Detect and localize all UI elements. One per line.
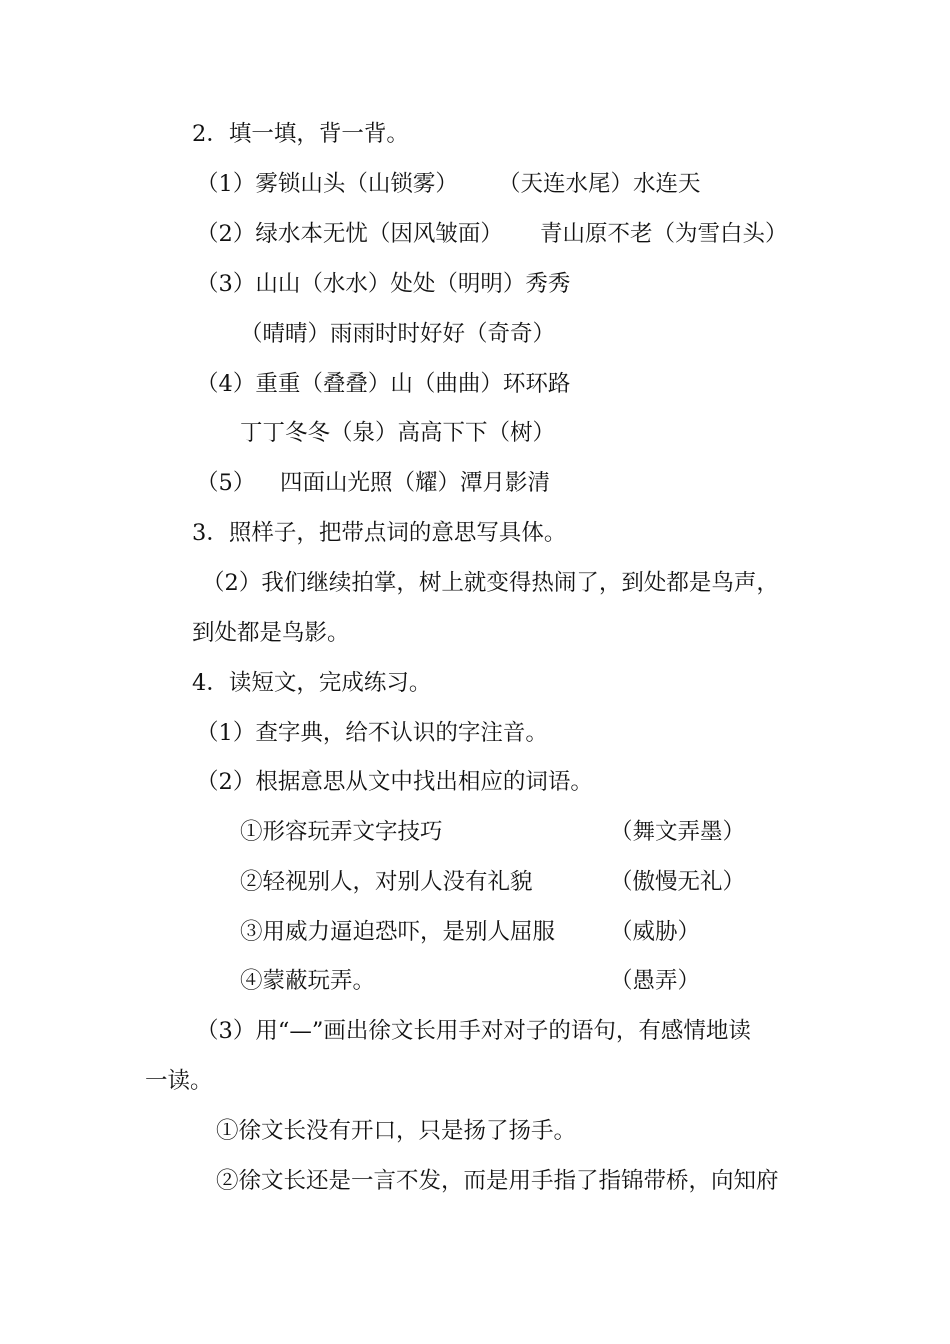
vocab-word: （威胁） (610, 919, 701, 945)
q4-1: （1）查字典，给不认识的字注音。 (196, 720, 548, 746)
vocab-row (240, 917, 555, 947)
q4-heading: 4．读短文，完成练习。 (192, 670, 432, 696)
q2-4-line2: 丁丁冬冬（泉）高高下下（树） (240, 420, 556, 446)
vocab-word: （傲慢无礼） (610, 869, 746, 895)
q2-5-text: 四面山光照（耀）潭月影清 (280, 470, 551, 496)
vocab-meaning: ④蒙蔽玩弄。 (240, 968, 376, 994)
q3-heading: 3．照样子，把带点词的意思写具体。 (192, 520, 567, 546)
vocab-row (240, 867, 533, 897)
q2-4-line1: （4）重重（叠叠）山（曲曲）环环路 (196, 371, 571, 397)
q2-1-right: （天连水尾）水连天 (498, 171, 701, 197)
q2-1-left: （1）雾锁山头（山锁雾） (196, 171, 458, 197)
vocab-meaning: ②轻视别人，对别人没有礼貌 (240, 869, 533, 895)
q3-2-line1: （2）我们继续拍掌，树上就变得热闹了，到处都是鸟声， (202, 570, 779, 596)
q2-5-number: （5） (196, 470, 256, 496)
vocab-word: （舞文弄墨） (610, 819, 746, 845)
q3-2-line2: 到处都是鸟影。 (192, 620, 350, 646)
vocab-word: （愚弄） (610, 968, 701, 994)
q2-2-left: （2）绿水本无忧（因风皱面） (196, 221, 503, 247)
q4-3-line1: （3）用“—”画出徐文长用手对对子的语句，有感情地读 (196, 1018, 751, 1044)
vocab-row (240, 966, 375, 996)
vocab-meaning: ③用威力逼迫恐吓，是别人屈服 (240, 919, 556, 945)
q4-3-item2: ②徐文长还是一言不发，而是用手指了指锦带桥，向知府 (216, 1168, 779, 1194)
q2-2-right: 青山原不老（为雪白头） (540, 221, 788, 247)
q4-3-line2: 一读。 (145, 1068, 213, 1094)
q2-3-line2: （晴晴）雨雨时时好好（奇奇） (240, 321, 556, 347)
vocab-meaning: ①形容玩弄文字技巧 (240, 819, 443, 845)
q4-3-item1: ①徐文长没有开口，只是扬了扬手。 (216, 1118, 577, 1144)
q2-3-line1: （3）山山（水水）处处（明明）秀秀 (196, 271, 571, 297)
q4-2: （2）根据意思从文中找出相应的词语。 (196, 769, 593, 795)
vocab-row (240, 817, 443, 847)
q2-heading: 2．填一填，背一背。 (192, 121, 409, 147)
